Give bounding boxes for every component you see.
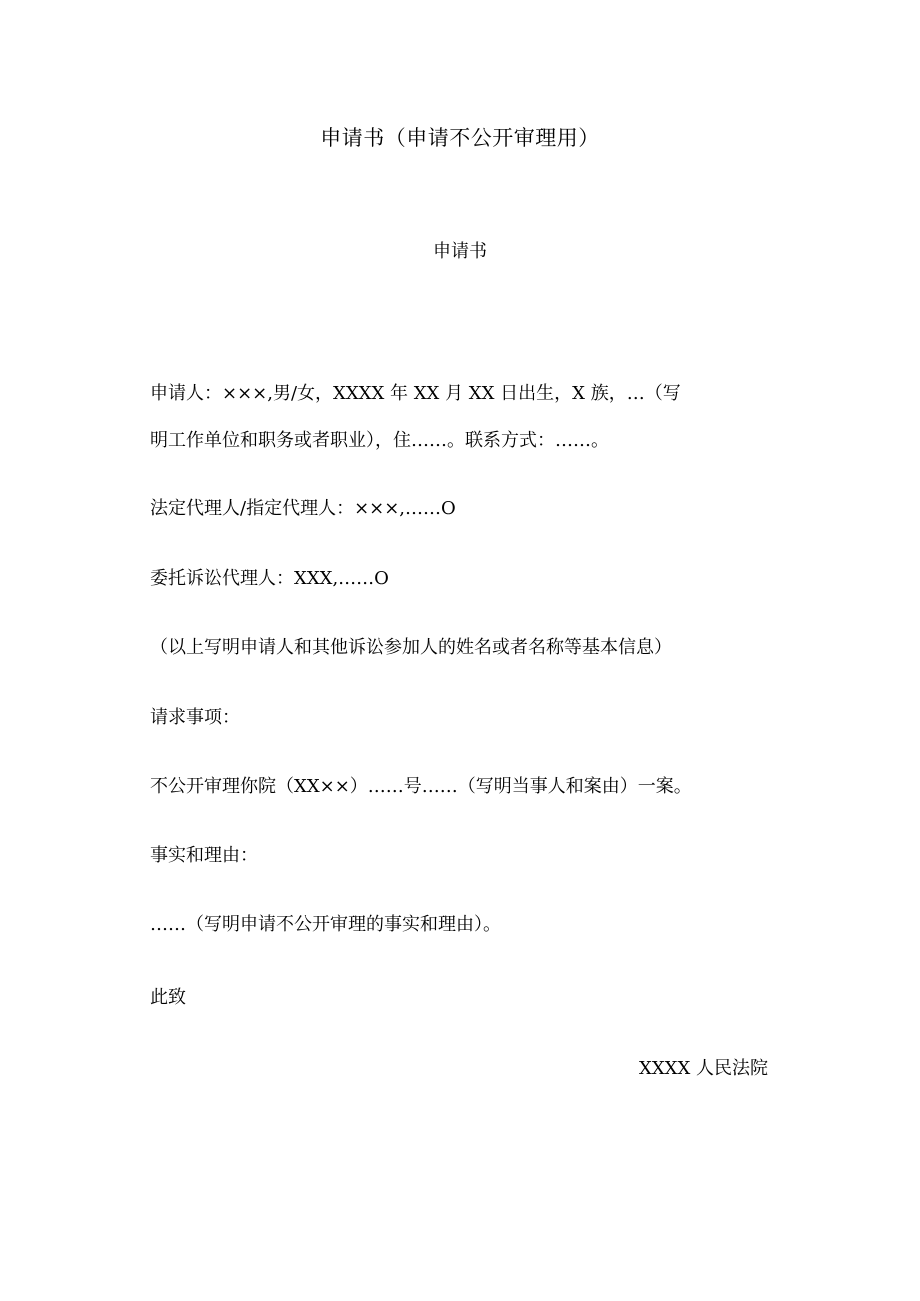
applicant-line-2: 明工作单位和职务或者职业），住……。联系方式：……。	[150, 430, 609, 451]
legal-agent-line: 法定代理人/指定代理人：×××,……O	[150, 498, 456, 519]
document-subtitle: 申请书	[433, 241, 487, 262]
request-body: 不公开审理你院（XX××）……号……（写明当事人和案由）一案。	[150, 776, 692, 797]
document-title: 申请书（申请不公开审理用）	[320, 126, 600, 150]
applicant-line-1: 申请人：×××,男/女，XXXX 年 XX 月 XX 日出生，X 族，…（写	[150, 383, 681, 404]
basic-info-note: （以上写明申请人和其他诉讼参加人的姓名或者名称等基本信息）	[150, 637, 672, 658]
court-name: XXXX 人民法院	[639, 1058, 768, 1079]
closing-salutation: 此致	[150, 987, 186, 1008]
facts-heading: 事实和理由：	[150, 845, 258, 866]
facts-body: ……（写明申请不公开审理的事实和理由）。	[150, 914, 501, 935]
entrusted-agent-line: 委托诉讼代理人：XXX,……O	[150, 568, 389, 589]
request-heading: 请求事项：	[150, 707, 240, 728]
